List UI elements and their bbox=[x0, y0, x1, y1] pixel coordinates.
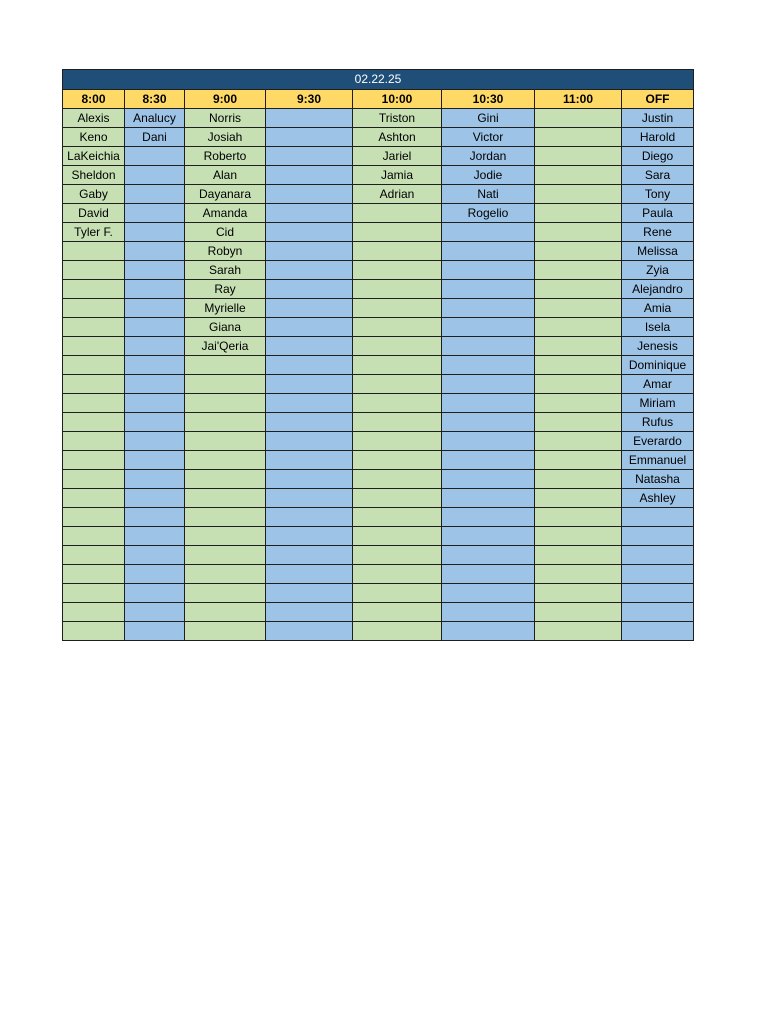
column-header-1000[interactable]: 10:00 bbox=[353, 90, 442, 109]
schedule-cell[interactable] bbox=[622, 603, 694, 622]
schedule-cell[interactable] bbox=[266, 413, 353, 432]
table-row bbox=[63, 356, 694, 375]
schedule-cell[interactable]: Tyler F. bbox=[63, 223, 125, 242]
schedule-cell[interactable] bbox=[125, 280, 185, 299]
schedule-cell[interactable]: Sheldon bbox=[63, 166, 125, 185]
schedule-cell[interactable]: Harold bbox=[622, 128, 694, 147]
table-row bbox=[63, 128, 694, 147]
schedule-cell[interactable]: Amanda bbox=[185, 204, 266, 223]
schedule-cell[interactable] bbox=[622, 584, 694, 603]
schedule-cell[interactable] bbox=[125, 432, 185, 451]
schedule-cell[interactable] bbox=[442, 318, 535, 337]
schedule-cell[interactable]: Rogelio bbox=[442, 204, 535, 223]
schedule-cell[interactable] bbox=[535, 261, 622, 280]
schedule-cell[interactable] bbox=[535, 432, 622, 451]
schedule-cell[interactable] bbox=[535, 109, 622, 128]
schedule-cell[interactable] bbox=[266, 470, 353, 489]
schedule-cell[interactable] bbox=[63, 413, 125, 432]
table-row bbox=[63, 451, 694, 470]
table-row bbox=[63, 565, 694, 584]
schedule-cell[interactable] bbox=[266, 242, 353, 261]
table-row bbox=[63, 603, 694, 622]
schedule-cell[interactable] bbox=[535, 451, 622, 470]
table-row bbox=[63, 147, 694, 166]
schedule-cell[interactable] bbox=[63, 280, 125, 299]
schedule-cell[interactable] bbox=[442, 356, 535, 375]
schedule-cell[interactable] bbox=[353, 223, 442, 242]
schedule-cell[interactable]: Roberto bbox=[185, 147, 266, 166]
schedule-cell[interactable] bbox=[185, 508, 266, 527]
schedule-cell[interactable] bbox=[125, 508, 185, 527]
schedule-cell[interactable] bbox=[185, 356, 266, 375]
schedule-cell[interactable] bbox=[63, 318, 125, 337]
schedule-cell[interactable] bbox=[266, 394, 353, 413]
schedule-cell[interactable]: Ashton bbox=[353, 128, 442, 147]
schedule-cell[interactable]: Victor bbox=[442, 128, 535, 147]
table-row bbox=[63, 584, 694, 603]
schedule-cell[interactable]: Amia bbox=[622, 299, 694, 318]
table-row bbox=[63, 185, 694, 204]
schedule-cell[interactable] bbox=[125, 451, 185, 470]
schedule-cell[interactable] bbox=[63, 375, 125, 394]
schedule-cell[interactable]: Ray bbox=[185, 280, 266, 299]
schedule-cell[interactable] bbox=[125, 394, 185, 413]
schedule-cell[interactable] bbox=[442, 261, 535, 280]
schedule-cell[interactable]: Rene bbox=[622, 223, 694, 242]
schedule-cell[interactable] bbox=[442, 470, 535, 489]
schedule-cell[interactable] bbox=[266, 451, 353, 470]
schedule-cell[interactable] bbox=[535, 489, 622, 508]
schedule-cell[interactable] bbox=[185, 451, 266, 470]
schedule-cell[interactable] bbox=[63, 299, 125, 318]
schedule-cell[interactable] bbox=[125, 489, 185, 508]
column-header-930[interactable]: 9:30 bbox=[266, 90, 353, 109]
table-row bbox=[63, 223, 694, 242]
schedule-cell[interactable] bbox=[266, 147, 353, 166]
schedule-cell[interactable] bbox=[353, 242, 442, 261]
schedule-cell[interactable] bbox=[535, 394, 622, 413]
schedule-cell[interactable] bbox=[185, 413, 266, 432]
schedule-cell[interactable]: Gaby bbox=[63, 185, 125, 204]
schedule-cell[interactable]: Cid bbox=[185, 223, 266, 242]
column-header-900[interactable]: 9:00 bbox=[185, 90, 266, 109]
schedule-cell[interactable] bbox=[266, 166, 353, 185]
schedule-cell[interactable]: Dayanara bbox=[185, 185, 266, 204]
schedule-cell[interactable] bbox=[266, 128, 353, 147]
table-row bbox=[63, 413, 694, 432]
schedule-cell[interactable] bbox=[185, 584, 266, 603]
schedule-cell[interactable] bbox=[185, 603, 266, 622]
schedule-cell[interactable] bbox=[353, 432, 442, 451]
schedule-cell[interactable] bbox=[63, 356, 125, 375]
schedule-cell[interactable] bbox=[266, 109, 353, 128]
schedule-cell[interactable] bbox=[353, 451, 442, 470]
schedule-cell[interactable] bbox=[442, 413, 535, 432]
schedule-cell[interactable] bbox=[535, 508, 622, 527]
schedule-cell[interactable] bbox=[442, 527, 535, 546]
schedule-cell[interactable] bbox=[266, 185, 353, 204]
column-header-1100[interactable]: 11:00 bbox=[535, 90, 622, 109]
schedule-cell[interactable] bbox=[185, 622, 266, 641]
schedule-cell[interactable] bbox=[442, 603, 535, 622]
schedule-cell[interactable] bbox=[442, 451, 535, 470]
table-row bbox=[63, 299, 694, 318]
schedule-cell[interactable] bbox=[125, 622, 185, 641]
schedule-cell[interactable] bbox=[125, 565, 185, 584]
schedule-cell[interactable] bbox=[353, 413, 442, 432]
schedule-cell[interactable] bbox=[535, 337, 622, 356]
schedule-cell[interactable]: Gini bbox=[442, 109, 535, 128]
table-row bbox=[63, 489, 694, 508]
schedule-cell[interactable] bbox=[442, 508, 535, 527]
schedule-cell[interactable]: Ashley bbox=[622, 489, 694, 508]
table-row bbox=[63, 546, 694, 565]
schedule-cell[interactable] bbox=[535, 185, 622, 204]
column-header-830[interactable]: 8:30 bbox=[125, 90, 185, 109]
schedule-cell[interactable]: Jenesis bbox=[622, 337, 694, 356]
schedule-cell[interactable] bbox=[266, 527, 353, 546]
schedule-cell[interactable] bbox=[535, 204, 622, 223]
table-row bbox=[63, 527, 694, 546]
schedule-cell[interactable] bbox=[63, 470, 125, 489]
schedule-cell[interactable] bbox=[63, 584, 125, 603]
schedule-cell[interactable] bbox=[63, 432, 125, 451]
schedule-cell[interactable] bbox=[63, 451, 125, 470]
schedule-cell[interactable] bbox=[353, 318, 442, 337]
column-header-1030[interactable]: 10:30 bbox=[442, 90, 535, 109]
schedule-cell[interactable] bbox=[266, 318, 353, 337]
table-row bbox=[63, 375, 694, 394]
schedule-cell[interactable] bbox=[266, 337, 353, 356]
schedule-cell[interactable] bbox=[622, 546, 694, 565]
schedule-cell[interactable] bbox=[353, 565, 442, 584]
schedule-cell[interactable]: Diego bbox=[622, 147, 694, 166]
schedule-cell[interactable] bbox=[125, 204, 185, 223]
schedule-cell[interactable] bbox=[125, 603, 185, 622]
schedule-cell[interactable] bbox=[622, 565, 694, 584]
schedule-cell[interactable]: Everardo bbox=[622, 432, 694, 451]
schedule-cell[interactable] bbox=[442, 337, 535, 356]
schedule-cell[interactable]: Isela bbox=[622, 318, 694, 337]
schedule-cell[interactable] bbox=[442, 546, 535, 565]
schedule-cell[interactable]: Miriam bbox=[622, 394, 694, 413]
schedule-cell[interactable]: Zyia bbox=[622, 261, 694, 280]
schedule-cell[interactable] bbox=[266, 584, 353, 603]
schedule-cell[interactable] bbox=[442, 584, 535, 603]
schedule-cell[interactable] bbox=[266, 223, 353, 242]
schedule-cell[interactable] bbox=[266, 489, 353, 508]
schedule-cell[interactable] bbox=[185, 375, 266, 394]
schedule-cell[interactable] bbox=[63, 565, 125, 584]
schedule-cell[interactable] bbox=[353, 356, 442, 375]
header-row bbox=[63, 90, 694, 109]
schedule-cell[interactable]: Triston bbox=[353, 109, 442, 128]
schedule-cell[interactable] bbox=[63, 337, 125, 356]
title-row bbox=[63, 70, 694, 90]
schedule-table bbox=[62, 69, 694, 641]
schedule-cell[interactable] bbox=[442, 223, 535, 242]
schedule-cell[interactable] bbox=[353, 470, 442, 489]
schedule-cell[interactable]: Amar bbox=[622, 375, 694, 394]
schedule-cell[interactable] bbox=[535, 318, 622, 337]
schedule-cell[interactable] bbox=[535, 584, 622, 603]
schedule-cell[interactable] bbox=[353, 375, 442, 394]
schedule-cell[interactable] bbox=[535, 375, 622, 394]
schedule-cell[interactable] bbox=[622, 508, 694, 527]
schedule-cell[interactable] bbox=[353, 603, 442, 622]
schedule-cell[interactable] bbox=[266, 375, 353, 394]
schedule-cell[interactable] bbox=[442, 242, 535, 261]
schedule-cell[interactable] bbox=[535, 470, 622, 489]
schedule-cell[interactable] bbox=[266, 622, 353, 641]
table-row bbox=[63, 318, 694, 337]
schedule-cell[interactable] bbox=[125, 356, 185, 375]
schedule-cell[interactable] bbox=[353, 394, 442, 413]
table-row bbox=[63, 337, 694, 356]
schedule-cell[interactable] bbox=[535, 128, 622, 147]
schedule-cell[interactable]: Dominique bbox=[622, 356, 694, 375]
table-row bbox=[63, 261, 694, 280]
schedule-cell[interactable] bbox=[266, 356, 353, 375]
schedule-cell[interactable] bbox=[266, 565, 353, 584]
schedule-cell[interactable]: David bbox=[63, 204, 125, 223]
schedule-cell[interactable]: Sara bbox=[622, 166, 694, 185]
schedule-cell[interactable]: Jariel bbox=[353, 147, 442, 166]
schedule-cell[interactable] bbox=[442, 565, 535, 584]
schedule-cell[interactable] bbox=[125, 147, 185, 166]
schedule-cell[interactable] bbox=[266, 204, 353, 223]
schedule-cell[interactable]: Robyn bbox=[185, 242, 266, 261]
schedule-cell[interactable] bbox=[535, 356, 622, 375]
schedule-cell[interactable] bbox=[442, 280, 535, 299]
schedule-cell[interactable] bbox=[185, 470, 266, 489]
schedule-cell[interactable]: Rufus bbox=[622, 413, 694, 432]
schedule-cell[interactable] bbox=[185, 546, 266, 565]
table-row bbox=[63, 204, 694, 223]
schedule-cell[interactable] bbox=[353, 508, 442, 527]
schedule-cell[interactable] bbox=[535, 622, 622, 641]
schedule-cell[interactable] bbox=[125, 375, 185, 394]
table-row bbox=[63, 166, 694, 185]
schedule-cell[interactable] bbox=[125, 318, 185, 337]
schedule-cell[interactable] bbox=[63, 508, 125, 527]
schedule-cell[interactable] bbox=[535, 223, 622, 242]
schedule-cell[interactable] bbox=[622, 622, 694, 641]
schedule-cell[interactable] bbox=[125, 470, 185, 489]
schedule-cell[interactable] bbox=[185, 527, 266, 546]
table-row bbox=[63, 470, 694, 489]
schedule-cell[interactable] bbox=[353, 204, 442, 223]
schedule-cell[interactable] bbox=[63, 242, 125, 261]
schedule-cell[interactable] bbox=[125, 337, 185, 356]
schedule-cell[interactable]: Alexis bbox=[63, 109, 125, 128]
schedule-cell[interactable]: Keno bbox=[63, 128, 125, 147]
schedule-cell[interactable] bbox=[535, 280, 622, 299]
schedule-cell[interactable] bbox=[125, 261, 185, 280]
schedule-cell[interactable]: Norris bbox=[185, 109, 266, 128]
schedule-cell[interactable]: Jordan bbox=[442, 147, 535, 166]
schedule-cell[interactable] bbox=[442, 394, 535, 413]
schedule-cell[interactable] bbox=[125, 527, 185, 546]
schedule-cell[interactable] bbox=[353, 622, 442, 641]
schedule-cell[interactable] bbox=[353, 546, 442, 565]
schedule-cell[interactable]: Myrielle bbox=[185, 299, 266, 318]
schedule-cell[interactable] bbox=[125, 413, 185, 432]
table-row bbox=[63, 394, 694, 413]
schedule-cell[interactable] bbox=[125, 242, 185, 261]
schedule-cell[interactable] bbox=[353, 299, 442, 318]
table-row bbox=[63, 508, 694, 527]
schedule-cell[interactable] bbox=[442, 432, 535, 451]
schedule-cell[interactable] bbox=[535, 603, 622, 622]
schedule-cell[interactable]: Paula bbox=[622, 204, 694, 223]
schedule-cell[interactable]: Justin bbox=[622, 109, 694, 128]
schedule-cell[interactable] bbox=[442, 299, 535, 318]
schedule-cell[interactable] bbox=[535, 299, 622, 318]
schedule-cell[interactable] bbox=[535, 527, 622, 546]
schedule-cell[interactable]: Jai'Qeria bbox=[185, 337, 266, 356]
schedule-cell[interactable] bbox=[535, 546, 622, 565]
schedule-cell[interactable] bbox=[63, 261, 125, 280]
schedule-cell[interactable]: Alejandro bbox=[622, 280, 694, 299]
schedule-cell[interactable] bbox=[353, 489, 442, 508]
schedule-cell[interactable] bbox=[442, 622, 535, 641]
schedule-cell[interactable] bbox=[266, 261, 353, 280]
column-header-off[interactable]: OFF bbox=[622, 90, 694, 109]
schedule-cell[interactable] bbox=[353, 584, 442, 603]
schedule-cell[interactable] bbox=[185, 394, 266, 413]
schedule-grid bbox=[63, 109, 694, 641]
schedule-cell[interactable] bbox=[266, 546, 353, 565]
schedule-cell[interactable] bbox=[63, 394, 125, 413]
schedule-cell[interactable] bbox=[125, 166, 185, 185]
schedule-cell[interactable]: Josiah bbox=[185, 128, 266, 147]
schedule-cell[interactable]: Melissa bbox=[622, 242, 694, 261]
schedule-cell[interactable] bbox=[535, 147, 622, 166]
table-row bbox=[63, 622, 694, 641]
schedule-cell[interactable] bbox=[622, 527, 694, 546]
table-row bbox=[63, 280, 694, 299]
schedule-cell[interactable] bbox=[63, 603, 125, 622]
schedule-cell[interactable]: Jodie bbox=[442, 166, 535, 185]
schedule-cell[interactable] bbox=[125, 546, 185, 565]
schedule-cell[interactable] bbox=[353, 261, 442, 280]
schedule-cell[interactable] bbox=[266, 603, 353, 622]
schedule-cell[interactable] bbox=[63, 489, 125, 508]
schedule-cell[interactable] bbox=[535, 166, 622, 185]
table-row bbox=[63, 242, 694, 261]
schedule-cell[interactable]: Natasha bbox=[622, 470, 694, 489]
schedule-cell[interactable] bbox=[63, 546, 125, 565]
table-row bbox=[63, 109, 694, 128]
schedule-cell[interactable] bbox=[185, 432, 266, 451]
schedule-cell[interactable]: Giana bbox=[185, 318, 266, 337]
schedule-cell[interactable]: Nati bbox=[442, 185, 535, 204]
schedule-cell[interactable] bbox=[125, 185, 185, 204]
schedule-cell[interactable] bbox=[535, 565, 622, 584]
schedule-cell[interactable] bbox=[125, 299, 185, 318]
schedule-cell[interactable] bbox=[535, 242, 622, 261]
schedule-cell[interactable] bbox=[125, 584, 185, 603]
schedule-date-title[interactable]: 02.22.25 bbox=[63, 70, 694, 90]
schedule-cell[interactable] bbox=[266, 280, 353, 299]
schedule-cell[interactable] bbox=[353, 280, 442, 299]
schedule-cell[interactable]: Jamia bbox=[353, 166, 442, 185]
schedule-cell[interactable]: Dani bbox=[125, 128, 185, 147]
schedule-cell[interactable]: Sarah bbox=[185, 261, 266, 280]
table-row bbox=[63, 432, 694, 451]
column-header-800[interactable]: 8:00 bbox=[63, 90, 125, 109]
schedule-cell[interactable] bbox=[185, 565, 266, 584]
schedule-cell[interactable] bbox=[63, 622, 125, 641]
schedule-cell[interactable]: Emmanuel bbox=[622, 451, 694, 470]
schedule-cell[interactable] bbox=[63, 527, 125, 546]
schedule-cell[interactable] bbox=[353, 527, 442, 546]
schedule-cell[interactable] bbox=[442, 375, 535, 394]
schedule-cell[interactable] bbox=[442, 489, 535, 508]
schedule-cell[interactable]: Adrian bbox=[353, 185, 442, 204]
schedule-cell[interactable] bbox=[353, 337, 442, 356]
schedule-cell[interactable]: Analucy bbox=[125, 109, 185, 128]
schedule-cell[interactable] bbox=[535, 413, 622, 432]
schedule-cell[interactable] bbox=[266, 432, 353, 451]
schedule-cell[interactable] bbox=[266, 299, 353, 318]
schedule-cell[interactable]: Alan bbox=[185, 166, 266, 185]
schedule-cell[interactable] bbox=[266, 508, 353, 527]
schedule-cell[interactable]: LaKeichia bbox=[63, 147, 125, 166]
schedule-cell[interactable]: Tony bbox=[622, 185, 694, 204]
schedule-cell[interactable] bbox=[125, 223, 185, 242]
schedule-cell[interactable] bbox=[185, 489, 266, 508]
